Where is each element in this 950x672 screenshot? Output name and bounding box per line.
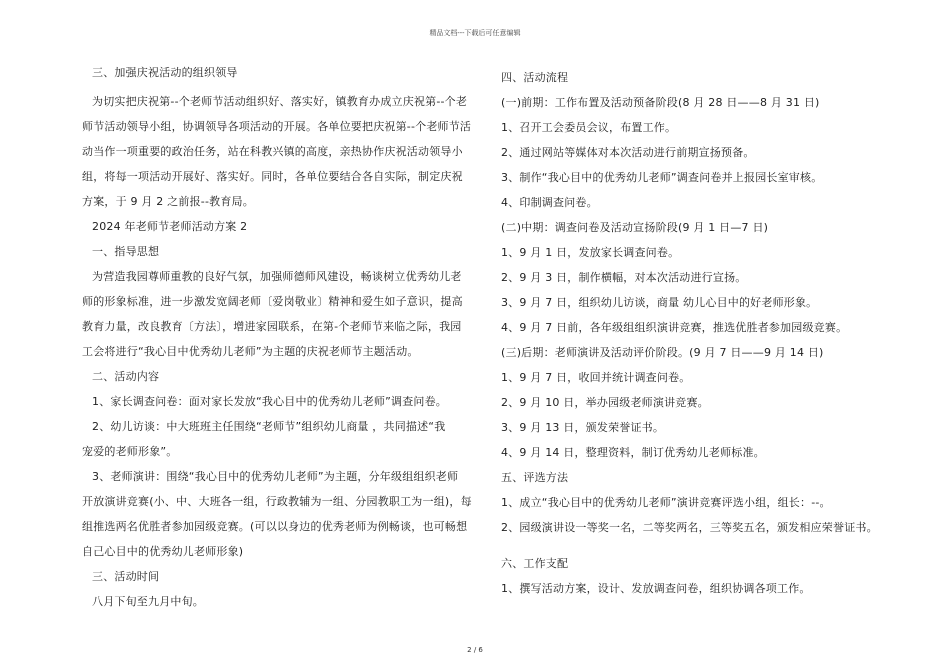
paragraph-line: 为营造我园尊师重教的良好气氛，加强师德师风建设，畅谈树立优秀幼儿老 (92, 270, 462, 283)
document-title: 2024 年老师节老师活动方案 2 (92, 220, 248, 233)
section-heading: 六、工作支配 (501, 557, 569, 570)
section-heading: 一、指导思想 (92, 245, 160, 258)
paragraph-line: 动当作一项重要的政治任务，站在科教兴镇的高度，亲热协作庆祝活动领导小 (82, 145, 463, 158)
list-item: 4、9 月 14 日，整理资料，制订优秀幼儿老师标准。 (501, 446, 765, 459)
phase-heading: (一)前期：工作布置及活动预备阶段(8 月 28 日——8 月 31 日) (501, 96, 820, 109)
list-item: 2、9 月 3 日，制作横幅，对本次活动进行宣扬。 (501, 271, 747, 284)
section-heading: 四、活动流程 (501, 71, 569, 84)
list-item: 3、9 月 7 日，组织幼儿访谈，商量 幼儿心目中的好老师形象。 (501, 296, 818, 309)
list-item: 1、撰写活动方案，设计、发放调查问卷，组织协调各项工作。 (501, 582, 811, 595)
paragraph-line: 方案，于 9 月 2 之前报--教育局。 (82, 195, 254, 208)
section-heading: 三、加强庆祝活动的组织领导 (92, 66, 238, 79)
list-item: 2、9 月 10 日，举办园级老师演讲竞赛。 (501, 396, 709, 409)
paragraph-line: 开放演讲竞赛(小、中、大班各一组，行政教辅为一组、分园教职工为一组)，每 (82, 495, 472, 508)
list-item: 4、9 月 7 日前，各年级组组织演讲竞赛，推选优胜者参加园级竞赛。 (501, 321, 848, 334)
phase-heading: (二)中期：调查问卷及活动宣扬阶段(9 月 1 日—7 日) (501, 221, 769, 234)
section-heading: 二、活动内容 (92, 370, 160, 383)
paragraph-line: 教育力量，改良教育〔方法〕，增进家园联系，在第-个老师节来临之际，我园 (82, 320, 462, 333)
list-item: 1、9 月 7 日，收回并统计调查问卷。 (501, 371, 691, 384)
paragraph-line: 师的形象标准，进一步激发宽阔老师〔爱岗敬业〕精神和爱生如子意识，提高 (82, 295, 463, 308)
list-item: 3、9 月 13 日，颁发荣誉证书。 (501, 421, 665, 434)
section-heading: 五、评选方法 (501, 471, 569, 484)
paragraph-line: 组推选两名优胜者参加园级竞赛。(可以以身边的优秀老师为例畅谈，也可畅想 (82, 520, 468, 533)
list-item: 2、幼儿访谈：中大班班主任围绕“老师节”组织幼儿商量 ，共同描述“我 (92, 420, 446, 433)
paragraph-line: 师节活动领导小组，协调领导各项活动的开展。各单位要把庆祝第--个老师节活 (82, 120, 472, 133)
list-item: 1、9 月 1 日，发放家长调查问卷。 (501, 246, 680, 259)
page-header: 精品文档---下载后可任意编辑 (429, 29, 521, 37)
list-item: 1、召开工会委员会议，布置工作。 (501, 121, 677, 134)
list-item: 4、印制调查问卷。 (501, 196, 598, 209)
paragraph-line: 八月下旬至九月中旬。 (92, 595, 204, 608)
section-heading: 三、活动时间 (92, 570, 160, 583)
paragraph-line: 自己心目中的优秀幼儿老师形象) (82, 545, 244, 558)
paragraph-line: 宠爱的老师形象”。 (82, 445, 178, 458)
list-item: 1、成立“我心目中的优秀幼儿老师”演讲竞赛评选小组，组长：--。 (501, 496, 831, 509)
list-item: 2、园级演讲设一等奖一名，二等奖两名，三等奖五名，颁发相应荣誉证书。 (501, 521, 878, 534)
list-item: 3、老师演讲：围绕“我心目中的优秀幼儿老师”为主题，分年级组组织老师 (92, 470, 459, 483)
paragraph-line: 工会将进行“我心目中优秀幼儿老师”为主题的庆祝老师节主题活动。 (82, 345, 419, 358)
list-item: 3、制作“我心目中的优秀幼儿老师”调查问卷并上报园长室审核。 (501, 171, 823, 184)
paragraph-line: 为切实把庆祝第--个老师节活动组织好、落实好，镇教育办成立庆祝第--个老 (92, 95, 468, 108)
phase-heading: (三)后期：老师演讲及活动评价阶段。(9 月 7 日——9 月 14 日) (501, 346, 824, 359)
list-item: 1、家长调查问卷：面对家长发放“我心目中的优秀幼儿老师”调查问卷。 (92, 395, 447, 408)
paragraph-line: 组，将每一项活动开展好、落实好。同时，各单位要结合各自实际，制定庆祝 (82, 170, 463, 183)
list-item: 2、通过网站等媒体对本次活动进行前期宣扬预备。 (501, 146, 755, 159)
page-number: 2 / 6 (467, 646, 483, 654)
